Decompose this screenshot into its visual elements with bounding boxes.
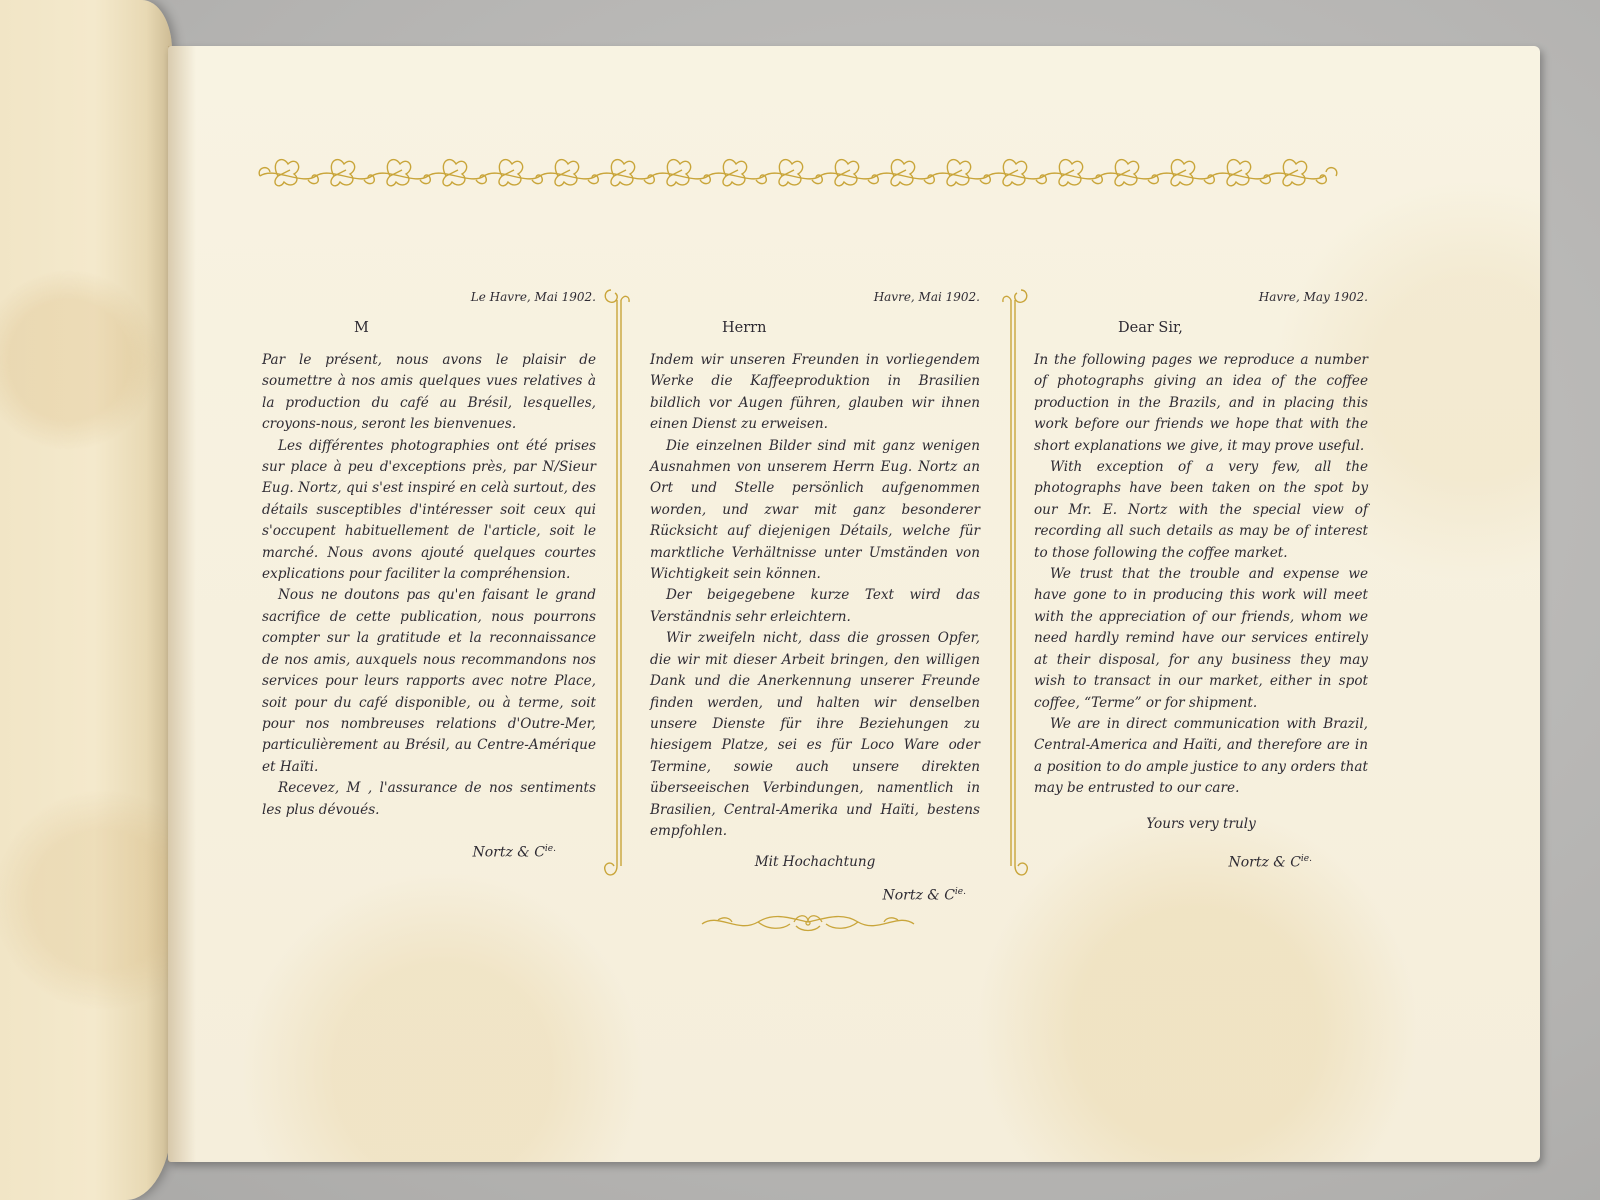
vine-leaf	[1171, 160, 1195, 186]
vine-leaf	[1227, 160, 1251, 186]
vine-leaf	[891, 160, 915, 186]
letter-closing: Mit Hochachtung	[754, 854, 876, 871]
letter-closing: Yours very truly	[1146, 815, 1256, 832]
scroll-divider-ornament-left	[602, 286, 632, 880]
signature-suffix: ie.	[1300, 853, 1312, 864]
letter-paragraph: Les différentes photographies ont été prises sur place à peu d'exceptions près, par N/Sieur Eug. Nortz, qui s'est inspiré en celà surtout, des détails susceptibles d'intéresser soit ceux qui s'occupent habituellement de l'article, soit le marché. Nous avons ajouté quelques courtes explications pour faciliter la compréhension.	[262, 437, 596, 583]
vine-tendril	[364, 175, 374, 184]
vine-leaf	[779, 160, 803, 186]
vine-tendril	[756, 175, 766, 184]
vine-leaf	[611, 160, 635, 186]
vine-leaf	[835, 160, 859, 186]
vine-leaf-border-ornament	[258, 150, 1340, 202]
letter-column-german	[650, 288, 980, 907]
letter-paragraph: We trust that the trouble and expense we have gone to in producing this work will meet with the appreciation of our friends, whom we need hardly remind have our services entirely at their disposal, for any business they may wish to transact in our market, either in spot coffee, “Terme” or for shipment.	[1034, 566, 1368, 711]
letter-column-english	[1034, 288, 1368, 874]
vine-leaf	[499, 160, 523, 186]
letter-paragraph: Recevez, M , l'assurance de nos sentiments les plus dévoués.	[262, 780, 596, 818]
vine-tendril	[644, 175, 654, 184]
signature-suffix: ie.	[954, 886, 966, 897]
scroll-divider-ornament-right	[1000, 286, 1030, 880]
letter-paragraph: In the following pages we reproduce a number of photographs giving an idea of the coffee production in the Brazils, and in placing this work before our friends we hope that with the short explanations we give, it may prove useful.	[1034, 352, 1368, 454]
vine-leaf	[667, 160, 691, 186]
letter-date: Havre, Mai 1902.	[873, 290, 980, 304]
vine-leaf	[947, 160, 971, 186]
signature-name: Nortz & C	[472, 844, 545, 861]
vine-tendril	[532, 175, 542, 184]
vine-tendril	[1316, 175, 1326, 184]
flourish-ornament	[698, 908, 918, 938]
vine-tendril	[700, 175, 710, 184]
vine-leaf	[1115, 160, 1139, 186]
letter-salutation: Herrn	[722, 320, 767, 336]
vine-tendril	[1260, 175, 1270, 184]
vine-leaf	[331, 160, 355, 186]
signature-name: Nortz & C	[1228, 854, 1301, 871]
letter-paragraph: We are in direct communication with Brazil, Central-America and Haïti, and therefore are in a position to do ample justice to any orders that may be entrusted to our care.	[1034, 715, 1368, 797]
letter-salutation: M	[354, 320, 369, 336]
letter-paragraph: Die einzelnen Bilder sind mit ganz wenigen Ausnahmen von unserem Herrn Eug. Nortz an Ort und Stelle persönlich aufgenommen worden, und zwar mit ganz besonderer Rücksicht auf diejenigen Détails, welche für marktliche Verhältnisse unter Umständen von Wichtigkeit sein können.	[650, 437, 980, 583]
letter-salutation: Dear Sir,	[1118, 320, 1183, 336]
vine-tendril	[588, 175, 598, 184]
signature-suffix: ie.	[544, 843, 556, 854]
vine-stem	[260, 173, 1324, 179]
vine-leaf	[443, 160, 467, 186]
letter-column-french	[262, 288, 596, 864]
vine-tendril	[1148, 175, 1158, 184]
letter-paragraph: Nous ne doutons pas qu'en faisant le grand sacrifice de cette publication, nous pourrons compter sur la gratitude et la reconnaissance de nos amis, auxquels nous recommandons nos services pour leurs rapports avec notre Place, soit pour du café disponible, ou à terme, soit pour nos nombreuses relations d'Outre-Mer, particulièrement au Brésil, au Centre-Amérique et Haïti.	[262, 587, 596, 775]
vine-leaf	[387, 160, 411, 186]
signature-name: Nortz & C	[882, 887, 955, 904]
page-gutter	[168, 46, 196, 1162]
letter-paragraph: Wir zweifeln nicht, dass die grossen Opfer, die wir mit dieser Arbeit bringen, den willigen Dank und die Anerkennung unserer Freunde finden werden, und halten wir denselben unsere Dienste für ihre Beziehungen zu hiesigem Platze, sei es für Loco Ware oder Termine, sowie auch unsere direkten überseeischen Verbindungen, namentlich in Brasilien, Central-Amerika und Haïti, bestens empfohlen.	[650, 630, 980, 839]
vine-leaf	[723, 160, 747, 186]
vine-tendril	[924, 175, 934, 184]
vine-leaf	[275, 160, 299, 186]
letter-signature	[262, 839, 596, 864]
vine-tendril	[1036, 175, 1046, 184]
vine-leaf	[1059, 160, 1083, 186]
vine-leaf	[1283, 160, 1307, 186]
vine-leaf	[1003, 160, 1027, 186]
vine-tendril	[812, 175, 822, 184]
vine-tendril	[476, 175, 486, 184]
vine-tendril	[420, 175, 430, 184]
letter-paragraph: Par le présent, nous avons le plaisir de soumettre à nos amis quelques vues relatives à la production du café au Brésil, lesquelles, croyons-nous, seront les bienvenues.	[262, 352, 596, 433]
letter-date: Le Havre, Mai 1902.	[470, 290, 596, 304]
vine-tendril	[868, 175, 878, 184]
vine-tendril	[308, 175, 318, 184]
letter-paragraph: With exception of a very few, all the photographs have been taken on the spot by our Mr. E. Nortz with the special view of recording all such details as may be of interest to those following the coffee market.	[1034, 459, 1368, 561]
letter-date: Havre, May 1902.	[1258, 290, 1368, 304]
vine-tendril	[980, 175, 990, 184]
vine-end-curl	[1326, 168, 1337, 176]
vine-leaf	[555, 160, 579, 186]
letter-paragraph: Der beigegebene kurze Text wird das Verständnis sehr erleichtern.	[650, 587, 980, 625]
vine-tendril	[1092, 175, 1102, 184]
letter-signature	[1034, 849, 1368, 874]
letter-paragraph: Indem wir unseren Freunden in vorliegendem Werke die Kaffeeproduktion in Brasilien bildlich vor Augen führen, glauben wir ihnen einen Dienst zu erweisen.	[650, 352, 980, 433]
letter-signature	[650, 882, 980, 907]
left-page	[0, 0, 172, 1200]
vine-tendril	[1204, 175, 1214, 184]
